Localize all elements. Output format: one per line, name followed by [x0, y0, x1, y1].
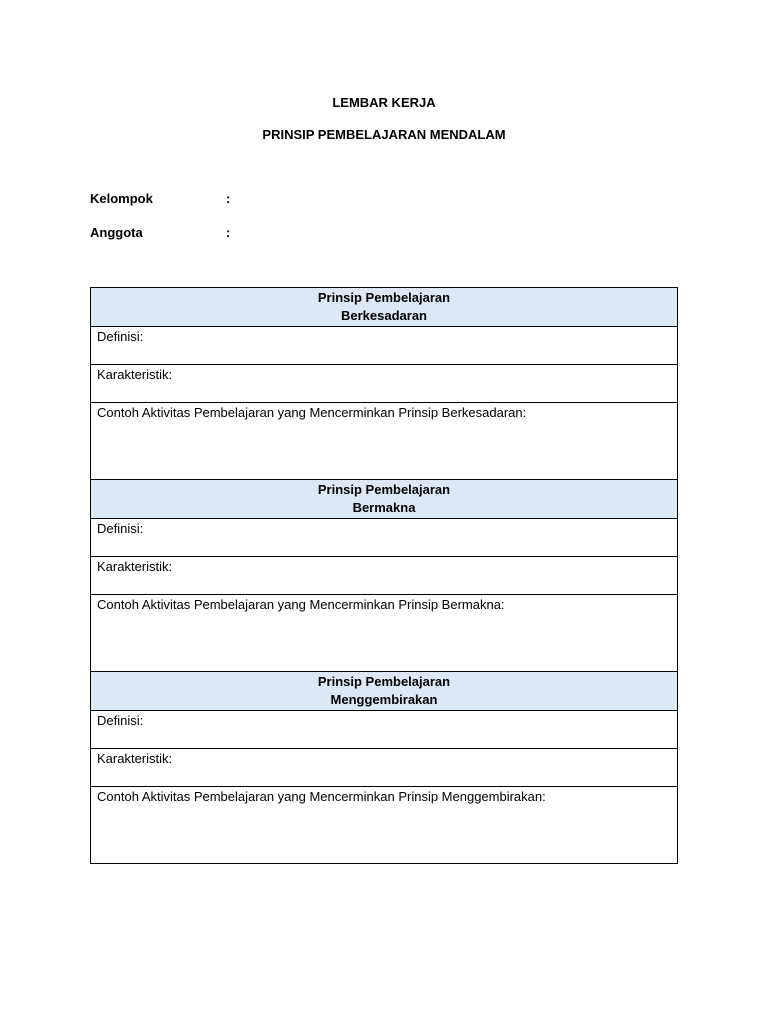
example-cell[interactable]	[91, 403, 678, 480]
section-heading	[91, 672, 678, 711]
section-heading-line2: Bermakna	[352, 500, 416, 515]
definition-label: Definisi:	[97, 329, 144, 344]
characteristics-row	[91, 365, 678, 403]
example-row	[91, 787, 678, 864]
page-title: LEMBAR KERJA	[332, 95, 436, 110]
example-label: Contoh Aktivitas Pembelajaran yang Mencerminkan Prinsip Bermakna:	[97, 597, 505, 612]
section-heading-line1: Prinsip Pembelajaran	[317, 482, 451, 497]
example-row	[91, 595, 678, 672]
definition-row	[91, 327, 678, 365]
section-heading-line2: Berkesadaran	[341, 308, 427, 323]
section-heading	[91, 288, 678, 327]
example-cell[interactable]	[91, 595, 678, 672]
example-row	[91, 403, 678, 480]
definition-cell[interactable]	[91, 519, 678, 557]
field-colon: :	[226, 225, 231, 240]
definition-label: Definisi:	[97, 713, 144, 728]
section-header-row	[91, 288, 678, 327]
section-header-row	[91, 672, 678, 711]
field-label: Kelompok	[90, 191, 153, 206]
characteristics-cell[interactable]	[91, 749, 678, 787]
example-label: Contoh Aktivitas Pembelajaran yang Mencerminkan Prinsip Berkesadaran:	[97, 405, 527, 420]
field-colon: :	[226, 191, 231, 206]
definition-row	[91, 519, 678, 557]
section-header-row	[91, 480, 678, 519]
page-subtitle: PRINSIP PEMBELAJARAN MENDALAM	[262, 127, 506, 142]
characteristics-row	[91, 557, 678, 595]
characteristics-row	[91, 749, 678, 787]
example-label: Contoh Aktivitas Pembelajaran yang Mencerminkan Prinsip Menggembirakan:	[97, 789, 546, 804]
characteristics-cell[interactable]	[91, 365, 678, 403]
example-cell[interactable]	[91, 787, 678, 864]
worksheet-table	[90, 287, 678, 864]
characteristics-label: Karakteristik:	[97, 559, 173, 574]
characteristics-label: Karakteristik:	[97, 367, 173, 382]
definition-cell[interactable]	[91, 711, 678, 749]
section-heading-line1: Prinsip Pembelajaran	[317, 290, 451, 305]
characteristics-label: Karakteristik:	[97, 751, 173, 766]
characteristics-cell[interactable]	[91, 557, 678, 595]
section-heading-line2: Menggembirakan	[330, 692, 438, 707]
field-label: Anggota	[90, 225, 143, 240]
definition-row	[91, 711, 678, 749]
definition-cell[interactable]	[91, 327, 678, 365]
section-heading-line1: Prinsip Pembelajaran	[317, 674, 451, 689]
definition-label: Definisi:	[97, 521, 144, 536]
section-heading	[91, 480, 678, 519]
